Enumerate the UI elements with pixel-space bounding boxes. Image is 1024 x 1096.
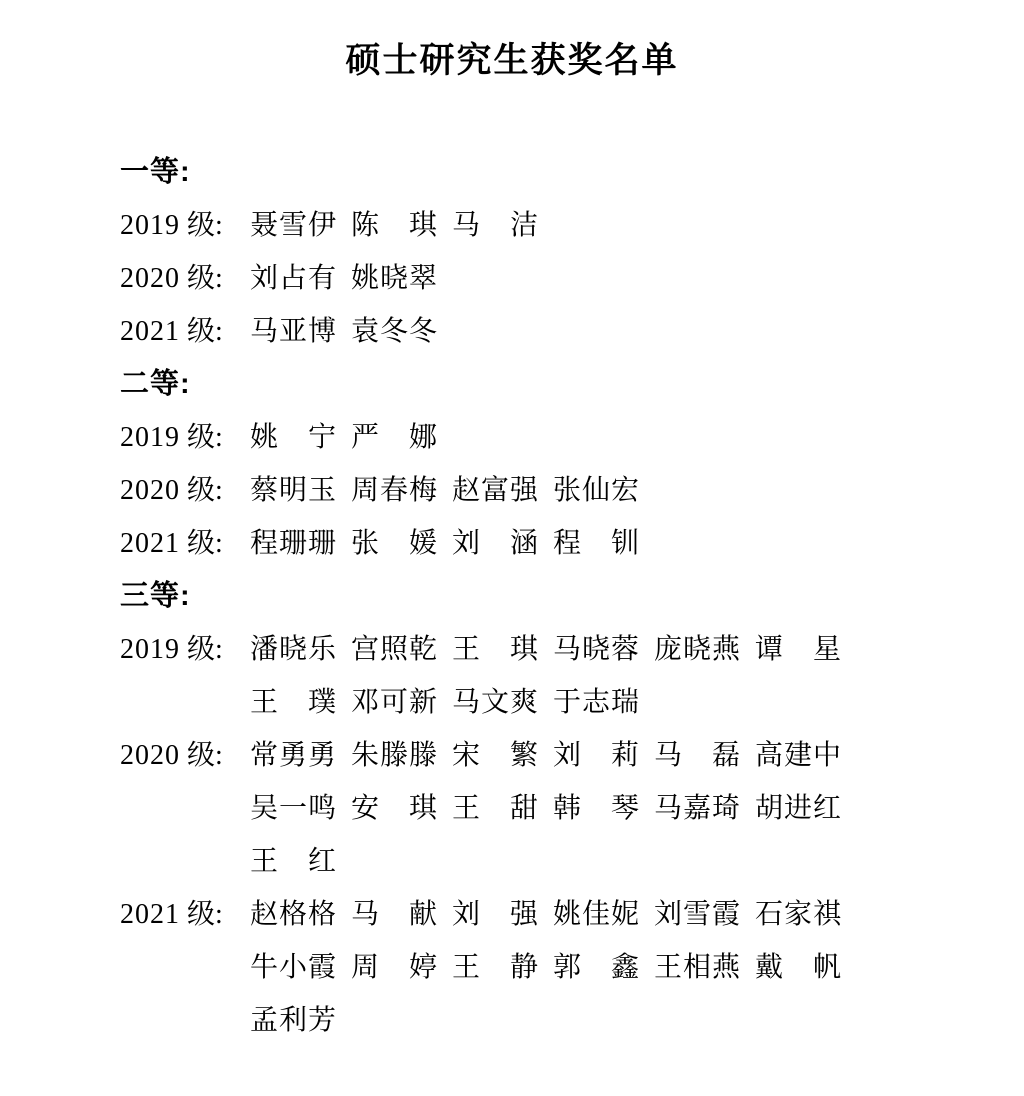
- award-row-2021: [120, 517, 964, 570]
- award-row-2020: [120, 252, 964, 305]
- award-row-line-continuation: [120, 835, 964, 888]
- year-label: [120, 305, 250, 358]
- award-row-line-continuation: [120, 994, 964, 1047]
- year-number: 2019: [120, 422, 180, 453]
- winner-names: 蔡明玉 周春梅 赵富强 张仙宏: [250, 475, 641, 506]
- award-row-line: [120, 888, 964, 941]
- award-row-2021: [120, 305, 964, 358]
- year-suffix: 级:: [187, 422, 223, 453]
- award-row-line-continuation: [120, 676, 964, 729]
- year-suffix: 级:: [187, 899, 223, 930]
- year-label: [120, 888, 250, 941]
- section-heading: 二等:: [120, 368, 191, 400]
- year-suffix: 级:: [187, 634, 223, 665]
- winner-names: 程珊珊 张 媛 刘 涵 程 钏: [250, 528, 641, 559]
- award-list: [120, 146, 964, 1047]
- year-suffix: 级:: [187, 528, 223, 559]
- award-row-2021: [120, 888, 964, 1047]
- winner-names: 孟利芳: [250, 1005, 338, 1036]
- year-number: 2019: [120, 634, 180, 665]
- year-label: [120, 199, 250, 252]
- year-label: [120, 517, 250, 570]
- award-row-line-continuation: [120, 782, 964, 835]
- winner-names: 姚 宁 严 娜: [250, 422, 439, 453]
- year-number: 2021: [120, 899, 180, 930]
- year-label: [120, 623, 250, 676]
- award-row-2019: [120, 199, 964, 252]
- year-number: 2020: [120, 475, 180, 506]
- winner-names: 常勇勇 朱滕滕 宋 繁 刘 莉 马 磊 高建中: [250, 740, 843, 771]
- award-row-line: [120, 623, 964, 676]
- year-label: [120, 729, 250, 782]
- award-section-second-class: [120, 358, 964, 570]
- award-row-2020: [120, 729, 964, 888]
- winner-names: 吴一鸣 安 琪 王 甜 韩 琴 马嘉琦 胡进红: [250, 793, 843, 824]
- winner-names: 牛小霞 周 婷 王 静 郭 鑫 王相燕 戴 帆: [250, 952, 843, 983]
- year-number: 2020: [120, 263, 180, 294]
- award-row-2020: [120, 464, 964, 517]
- year-suffix: 级:: [187, 263, 223, 294]
- winner-names: 王 璞 邓可新 马文爽 于志瑞: [250, 687, 641, 718]
- year-label: [120, 411, 250, 464]
- award-row-2019: [120, 411, 964, 464]
- award-section-first-class: [120, 146, 964, 358]
- year-suffix: 级:: [187, 210, 223, 241]
- winner-names: 刘占有 姚晓翠: [250, 263, 439, 294]
- award-section-third-class: [120, 570, 964, 1047]
- award-row-2019: [120, 623, 964, 729]
- year-suffix: 级:: [187, 475, 223, 506]
- winner-names: 马亚博 袁冬冬: [250, 316, 439, 347]
- section-heading: 一等:: [120, 156, 191, 188]
- year-label: [120, 252, 250, 305]
- year-number: 2020: [120, 740, 180, 771]
- section-heading: 三等:: [120, 580, 191, 612]
- winner-names: 赵格格 马 献 刘 强 姚佳妮 刘雪霞 石家祺: [250, 899, 843, 930]
- year-number: 2021: [120, 528, 180, 559]
- winner-names: 聂雪伊 陈 琪 马 洁: [250, 210, 540, 241]
- year-suffix: 级:: [187, 740, 223, 771]
- award-row-line-continuation: [120, 941, 964, 994]
- year-number: 2021: [120, 316, 180, 347]
- year-number: 2019: [120, 210, 180, 241]
- year-suffix: 级:: [187, 316, 223, 347]
- winner-names: 王 红: [250, 846, 338, 877]
- year-label: [120, 464, 250, 517]
- page-title: 硕士研究生获奖名单: [345, 41, 679, 80]
- winner-names: 潘晓乐 宫照乾 王 琪 马晓蓉 庞晓燕 谭 星: [250, 634, 843, 665]
- award-row-line: [120, 729, 964, 782]
